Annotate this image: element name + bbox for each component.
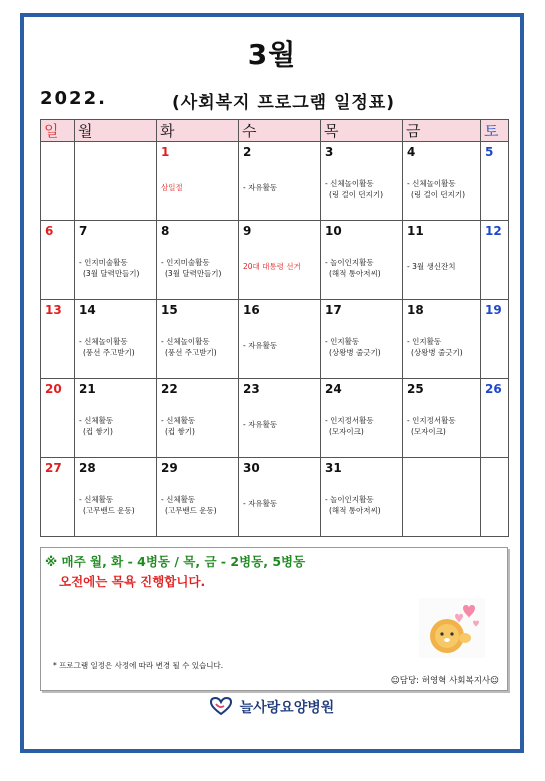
calendar-day-cell [41,221,75,300]
event-detail: (해적 통아저씨) [329,506,381,515]
weekday-thu: 목 [321,120,403,142]
event-detail: (상왕병 줄긋기) [411,348,463,357]
calendar-day-cell [481,142,509,221]
weekday-header-row [41,120,509,142]
calendar-day-cell [481,300,509,379]
day-event [243,182,318,193]
calendar-day-cell [239,142,321,221]
page-title: 3월 [247,38,297,71]
day-number: 27 [45,461,62,475]
event-detail: (3월 달력만들기) [83,269,140,278]
weekday-sat: 토 [481,120,509,142]
event-title: - 인지미술활동 [161,258,210,267]
calendar-day-cell [481,379,509,458]
event-title: - 신체활동 [161,416,196,425]
calendar-day-cell [157,300,239,379]
event-title: - 신체활동 [79,495,114,504]
day-event [407,336,478,358]
day-number: 19 [485,303,502,317]
day-event [243,419,318,430]
event-detail: (모자이크) [329,427,364,436]
calendar-week-row [41,300,509,379]
day-event [79,336,154,358]
notice-box [40,547,508,691]
event-title: - 인지활동 [407,337,442,346]
day-event [325,494,400,516]
event-title: - 인지정서활동 [325,416,374,425]
calendar-day-cell [403,142,481,221]
year-label: 2022. [40,88,107,109]
day-number: 8 [161,224,170,238]
day-number: 18 [407,303,424,317]
day-number: 6 [45,224,54,238]
event-title: - 인지활동 [325,337,360,346]
day-event [325,415,400,437]
event-detail: (모자이크) [411,427,446,436]
calendar-day-cell [75,142,157,221]
calendar-day-cell [75,458,157,537]
day-event [243,261,318,272]
day-number: 9 [243,224,252,238]
day-number: 25 [407,382,424,396]
day-number: 13 [45,303,62,317]
day-event [243,340,318,351]
event-title: - 신체활동 [161,495,196,504]
event-title: - 인지미술활동 [79,258,128,267]
day-number: 16 [243,303,260,317]
day-event [325,257,400,279]
day-number: 11 [407,224,424,238]
day-event [79,257,154,279]
calendar-day-cell [41,379,75,458]
calendar-day-cell [239,221,321,300]
calendar-day-cell [75,379,157,458]
calendar-day-cell [75,300,157,379]
day-number: 10 [325,224,342,238]
day-number: 29 [161,461,178,475]
hospital-footer [24,697,520,719]
event-detail: (해적 통아저씨) [329,269,381,278]
weekday-sun: 일 [41,120,75,142]
heart-hands-logo-icon [210,697,232,719]
day-number: 15 [161,303,178,317]
calendar-week-row [41,379,509,458]
event-title: - 자유활동 [243,341,278,350]
notice-schedule: ※ 매주 월, 화 - 4병동 / 목, 금 - 2병동, 5병동 [45,554,306,569]
event-title: - 놀이인지활동 [325,258,374,267]
day-event [325,336,400,358]
calendar-day-cell [321,142,403,221]
event-detail: (컵 쌓기) [165,427,195,436]
day-event [325,178,400,200]
calendar-day-cell [321,379,403,458]
day-number: 24 [325,382,342,396]
day-event [79,415,154,437]
day-number: 5 [485,145,494,159]
day-event [161,336,236,358]
calendar-week-row [41,221,509,300]
calendar-day-cell [157,458,239,537]
day-event [407,261,478,272]
day-number: 21 [79,382,96,396]
day-number: 26 [485,382,502,396]
calendar-day-cell [157,142,239,221]
event-title: - 자유활동 [243,420,278,429]
day-event [79,494,154,516]
calendar-day-cell [41,458,75,537]
day-event [161,415,236,437]
calendar-day-cell [321,221,403,300]
subtitle: (사회복지 프로그램 일정표) [172,93,396,113]
event-detail: (3월 달력만들기) [165,269,222,278]
calendar-table [40,119,509,537]
event-detail: (링 걸이 던지기) [411,190,466,199]
cartoon-lion-heart-icon [419,598,485,658]
day-number: 7 [79,224,88,238]
calendar-day-cell [157,221,239,300]
day-number: 22 [161,382,178,396]
day-event [161,257,236,279]
calendar-day-cell [75,221,157,300]
event-title: - 신체놀이활동 [407,179,456,188]
day-number: 3 [325,145,334,159]
calendar-day-cell [481,221,509,300]
event-title: - 자유활동 [243,499,278,508]
day-number: 17 [325,303,342,317]
weekday-wed: 수 [239,120,321,142]
calendar-week-row [41,142,509,221]
notice-manager: ☺담당: 허영혁 사회복지사☺ [390,676,499,686]
event-detail: (고무밴드 운동) [83,506,135,515]
day-number: 12 [485,224,502,238]
day-number: 31 [325,461,342,475]
day-number: 28 [79,461,96,475]
day-event [407,178,478,200]
event-detail: (컵 쌓기) [83,427,113,436]
day-number: 14 [79,303,96,317]
event-detail: (링 걸이 던지기) [329,190,384,199]
event-detail: (고무밴드 운동) [165,506,217,515]
calendar-day-cell [403,379,481,458]
day-number: 23 [243,382,260,396]
event-detail: (풍선 주고받기) [165,348,217,357]
calendar-day-cell [403,300,481,379]
event-title: 삼일절 [161,183,183,192]
event-detail: (상왕병 줄긋기) [329,348,381,357]
calendar-day-cell [321,458,403,537]
calendar-day-cell [41,142,75,221]
event-detail: (풍선 주고받기) [83,348,135,357]
event-title: 20대 대통령 선거 [243,262,301,271]
day-number: 20 [45,382,62,396]
weekday-fri: 금 [403,120,481,142]
event-title: - 신체놀이활동 [161,337,210,346]
weekday-mon: 월 [75,120,157,142]
day-number: 30 [243,461,260,475]
event-title: - 신체놀이활동 [79,337,128,346]
calendar-day-cell [403,458,481,537]
calendar-day-cell [239,379,321,458]
notice-change-note: * 프로그램 일정은 사정에 따라 변경 될 수 있습니다. [53,661,224,670]
event-title: - 신체활동 [79,416,114,425]
day-event [161,494,236,516]
calendar-day-cell [41,300,75,379]
calendar-day-cell [239,300,321,379]
event-title: - 신체놀이활동 [325,179,374,188]
weekday-tue: 화 [157,120,239,142]
hospital-name: 늘사랑요양병원 [239,700,335,716]
day-number: 1 [161,145,170,159]
event-title: - 자유활동 [243,183,278,192]
day-event [407,415,478,437]
day-event [161,182,236,193]
day-number: 4 [407,145,416,159]
event-title: - 인지정서활동 [407,416,456,425]
calendar-frame [20,13,524,753]
calendar-day-cell [157,379,239,458]
day-event [243,498,318,509]
calendar-day-cell [321,300,403,379]
calendar-day-cell [403,221,481,300]
notice-bath: 오전에는 목욕 진행합니다. [59,574,206,589]
event-title: - 3월 생신잔치 [407,262,456,271]
calendar-week-row [41,458,509,537]
day-number: 2 [243,145,252,159]
calendar-day-cell [239,458,321,537]
event-title: - 놀이인지활동 [325,495,374,504]
calendar-day-cell [481,458,509,537]
